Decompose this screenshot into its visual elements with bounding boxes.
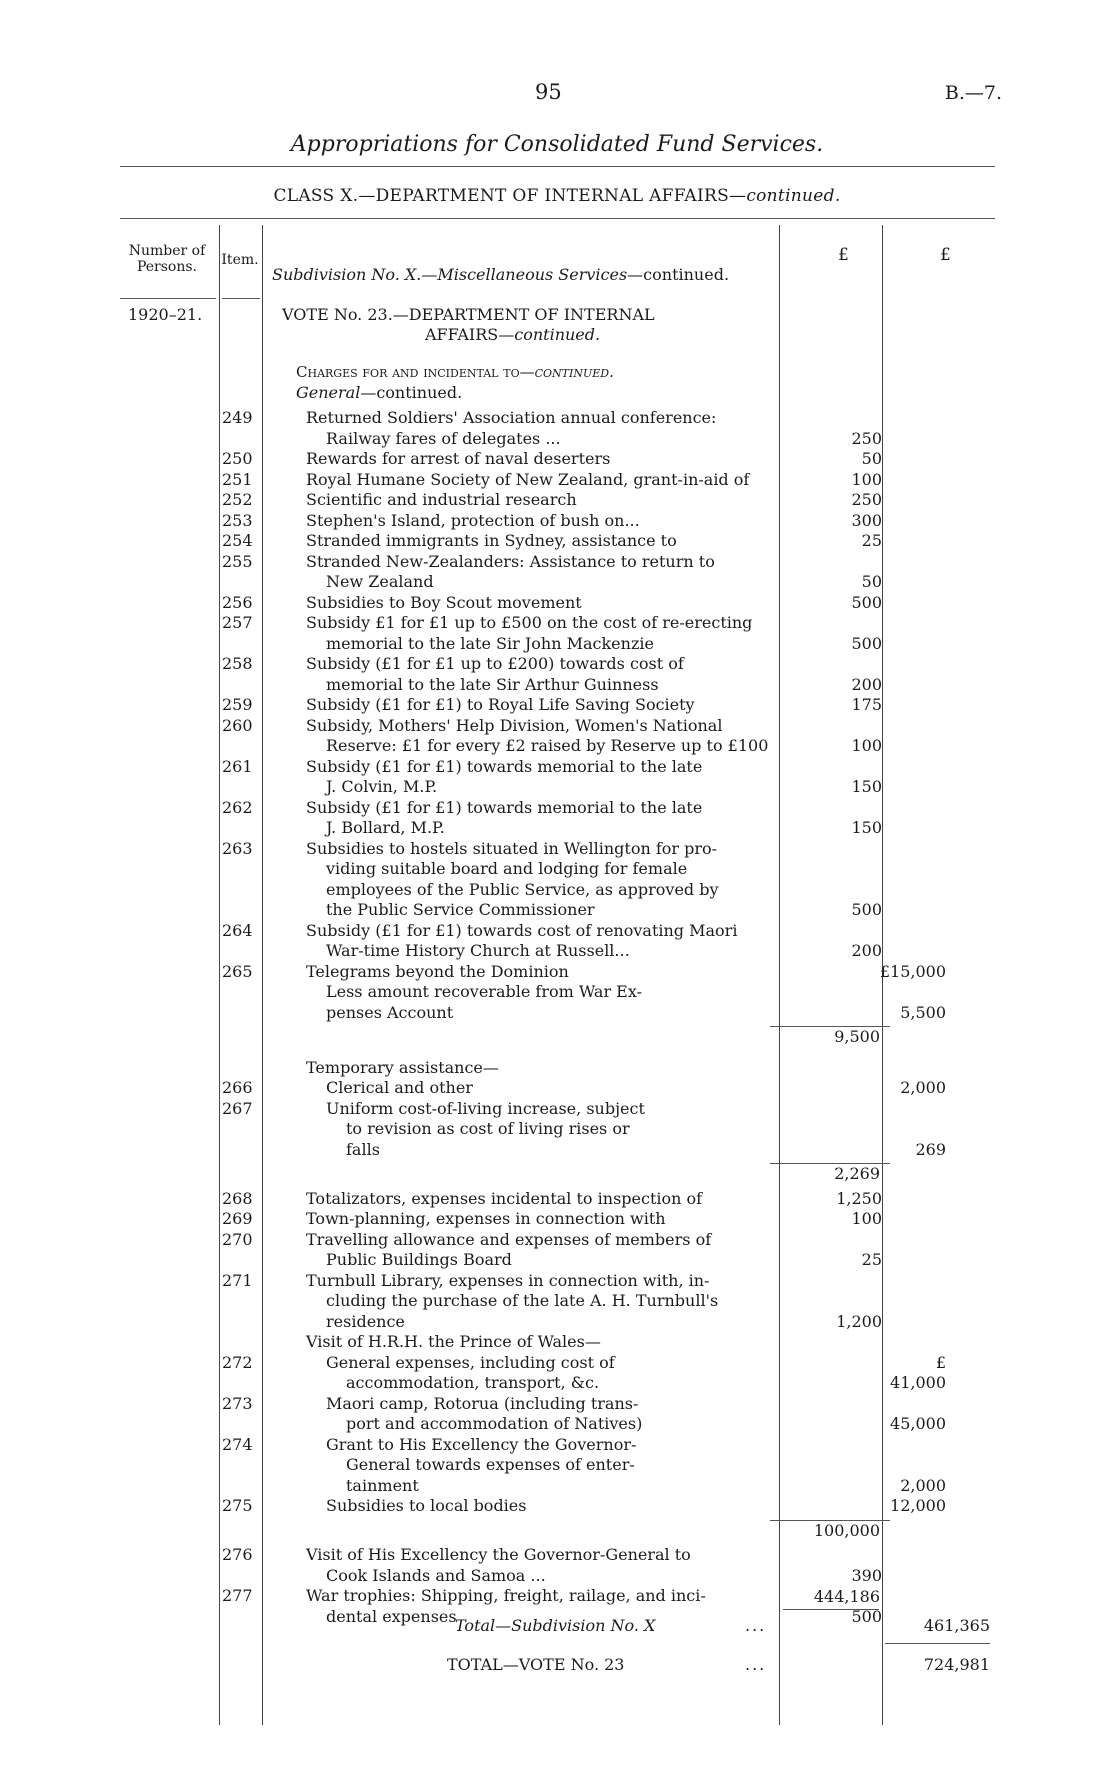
item-text: Temporary assistance— bbox=[306, 1057, 499, 1077]
item-line bbox=[222, 716, 1114, 736]
item-amount: 200 bbox=[851, 674, 882, 694]
page-number: 95 bbox=[535, 80, 562, 104]
item-text: Uniform cost-of-living increase, subject bbox=[326, 1098, 645, 1118]
item-text: War trophies: Shipping, freight, railage, and inci- bbox=[306, 1586, 706, 1605]
item-number: 263 bbox=[222, 838, 253, 858]
item-amount: 1,200 bbox=[836, 1311, 882, 1331]
item-text: Subsidies to hostels situated in Wellington for pro- bbox=[306, 838, 718, 858]
item-number: 258 bbox=[222, 654, 253, 673]
subdivision-total-label: Total—Subdivision No. X bbox=[455, 1616, 656, 1635]
item-number: 275 bbox=[222, 1496, 253, 1515]
item-number: 271 bbox=[222, 1270, 253, 1290]
item-line bbox=[222, 1312, 1114, 1332]
item-number: 272 bbox=[222, 1352, 253, 1372]
header-item: Item. bbox=[221, 252, 259, 268]
item-line bbox=[222, 1455, 1114, 1475]
sub-amount: 45,000 bbox=[890, 1414, 946, 1433]
item-amount: 50 bbox=[861, 572, 882, 591]
vote-heading-line1: VOTE No. 23.—DEPARTMENT OF INTERNAL bbox=[282, 305, 655, 324]
item-text: falls bbox=[346, 1139, 380, 1159]
item-line bbox=[222, 1230, 1114, 1250]
item-line bbox=[222, 552, 1114, 572]
item-text: Subsidies to local bodies bbox=[326, 1496, 527, 1515]
item-amount: 1,250 bbox=[836, 1188, 882, 1208]
item-number: 274 bbox=[222, 1434, 253, 1454]
item-text: Telegrams beyond the Dominion bbox=[306, 961, 569, 981]
item-line bbox=[222, 1586, 1114, 1606]
item-number: 277 bbox=[222, 1586, 253, 1605]
item-text: Scientific and industrial research bbox=[306, 490, 577, 509]
item-text: Grant to His Excellency the Governor- bbox=[326, 1434, 637, 1454]
column-rule-item-left bbox=[219, 225, 220, 1725]
sub-amount: £ bbox=[935, 1352, 946, 1372]
item-text: J. Colvin, M.P. bbox=[326, 777, 438, 796]
item-number: 260 bbox=[222, 715, 253, 735]
page-title: Appropriations for Consolidated Fund Services. bbox=[290, 132, 824, 157]
subdivision-total-dots: ... bbox=[745, 1616, 767, 1635]
item-text: dental expenses bbox=[326, 1606, 457, 1626]
subtotal-amount: 2,269 bbox=[834, 1164, 880, 1183]
item-text: Maori camp, Rotorua (including trans- bbox=[326, 1393, 639, 1413]
item-line bbox=[222, 798, 1114, 818]
item-number: 250 bbox=[222, 449, 253, 468]
sub-amount: 2,000 bbox=[900, 1078, 946, 1097]
item-text: Subsidy (£1 for £1) to Royal Life Saving Society bbox=[306, 695, 695, 714]
item-line bbox=[222, 593, 1114, 613]
item-amount: 200 bbox=[851, 941, 882, 960]
item-line bbox=[222, 1435, 1114, 1455]
header-rule-persons bbox=[120, 298, 216, 299]
item-line bbox=[222, 921, 1114, 941]
item-line bbox=[222, 1003, 1114, 1023]
item-amount: 25 bbox=[861, 1250, 882, 1269]
item-line bbox=[222, 818, 1114, 838]
item-number: 251 bbox=[222, 469, 253, 489]
item-amount: 500 bbox=[851, 592, 882, 612]
item-number: 252 bbox=[222, 490, 253, 509]
item-text: Returned Soldiers' Association annual conference: bbox=[306, 408, 717, 427]
sub-amount: 41,000 bbox=[890, 1373, 946, 1392]
item-line bbox=[222, 490, 1114, 510]
item-line bbox=[222, 1476, 1114, 1496]
charges-heading: Charges for and incidental to—continued. bbox=[296, 363, 614, 381]
subtotal-amount: 9,500 bbox=[834, 1027, 880, 1046]
item-text: Rewards for arrest of naval deserters bbox=[306, 449, 611, 468]
item-text: Subsidy (£1 for £1) towards memorial to the late bbox=[306, 797, 703, 817]
subdivision-total-value: 461,365 bbox=[923, 1616, 990, 1635]
vote-total-dots: ... bbox=[745, 1655, 767, 1674]
header-number-of-persons: Number of Persons. bbox=[128, 243, 206, 275]
item-text: Royal Humane Society of New Zealand, grant-in-aid of bbox=[306, 469, 750, 489]
item-text: Totalizators, expenses incidental to inspection of bbox=[306, 1188, 703, 1208]
year-label: 1920–21. bbox=[128, 305, 203, 324]
item-line bbox=[222, 962, 1114, 982]
item-line bbox=[222, 531, 1114, 551]
item-text: memorial to the late Sir John Mackenzie bbox=[326, 633, 654, 653]
item-text: memorial to the late Sir Arthur Guinness bbox=[326, 674, 659, 694]
item-number: 257 bbox=[222, 613, 253, 632]
item-text: penses Account bbox=[326, 1002, 454, 1022]
item-line bbox=[222, 1140, 1114, 1160]
item-line bbox=[222, 777, 1114, 797]
item-amount: 150 bbox=[851, 777, 882, 796]
item-line bbox=[222, 1414, 1114, 1434]
item-line bbox=[222, 1250, 1114, 1270]
item-text: accommodation, transport, &c. bbox=[346, 1373, 600, 1392]
header-rule-item bbox=[222, 298, 260, 299]
item-line bbox=[222, 900, 1114, 920]
item-number: 266 bbox=[222, 1078, 253, 1097]
item-text: Turnbull Library, expenses in connection with, in- bbox=[306, 1270, 710, 1290]
item-line bbox=[222, 1078, 1114, 1098]
item-amount: 300 bbox=[851, 510, 882, 530]
subtotal-amount: 100,000 bbox=[813, 1520, 880, 1540]
item-number: 253 bbox=[222, 510, 253, 530]
item-amount: 100 bbox=[851, 736, 882, 755]
column-sum-rule bbox=[783, 1609, 879, 1610]
item-number: 254 bbox=[222, 531, 253, 550]
sub-amount: 5,500 bbox=[900, 1002, 946, 1022]
item-number: 273 bbox=[222, 1393, 253, 1413]
item-text: General towards expenses of enter- bbox=[346, 1455, 635, 1474]
item-number: 259 bbox=[222, 695, 253, 714]
item-line bbox=[222, 695, 1114, 715]
item-text: War-time History Church at Russell... bbox=[326, 941, 630, 960]
item-text: Stranded immigrants in Sydney, assistance to bbox=[306, 531, 677, 550]
item-line bbox=[222, 1566, 1114, 1586]
item-line bbox=[222, 408, 1114, 428]
item-line bbox=[222, 654, 1114, 674]
item-text: Visit of H.R.H. the Prince of Wales— bbox=[306, 1332, 601, 1351]
item-text: viding suitable board and lodging for female bbox=[326, 859, 688, 878]
item-line bbox=[222, 859, 1114, 879]
item-line bbox=[222, 1099, 1114, 1119]
item-line bbox=[222, 941, 1114, 961]
item-text: Clerical and other bbox=[326, 1078, 473, 1097]
item-text: Less amount recoverable from War Ex- bbox=[326, 982, 643, 1001]
vote-total-label: TOTAL—VOTE No. 23 bbox=[447, 1655, 625, 1674]
item-text: Railway fares of delegates ... bbox=[326, 428, 561, 448]
item-number: 262 bbox=[222, 797, 253, 817]
sub-amount: 269 bbox=[915, 1139, 946, 1159]
item-text: New Zealand bbox=[326, 572, 434, 591]
general-heading: General—continued. bbox=[296, 383, 463, 402]
item-line bbox=[222, 736, 1114, 756]
item-number: 261 bbox=[222, 756, 253, 776]
item-text: Subsidy £1 for £1 up to £500 on the cost of re-erecting bbox=[306, 613, 753, 632]
item-text: General expenses, including cost of bbox=[326, 1352, 615, 1372]
item-amount: 500 bbox=[851, 1606, 882, 1626]
item-amount: 390 bbox=[851, 1565, 882, 1585]
sub-amount: £15,000 bbox=[879, 961, 946, 981]
item-number: 276 bbox=[222, 1545, 253, 1564]
subdivision-heading: Subdivision No. X.—Miscellaneous Services—continued. bbox=[272, 265, 730, 284]
item-number: 269 bbox=[222, 1209, 253, 1228]
header-pound-2: £ bbox=[940, 245, 951, 265]
item-line bbox=[222, 572, 1114, 592]
vote-total-value: 724,981 bbox=[923, 1655, 990, 1674]
item-line bbox=[222, 1373, 1114, 1393]
item-line bbox=[222, 1209, 1114, 1229]
item-text: employees of the Public Service, as approved by bbox=[326, 879, 719, 899]
item-line bbox=[222, 613, 1114, 633]
table-top-rule bbox=[120, 218, 995, 219]
item-text: Subsidies to Boy Scout movement bbox=[306, 592, 582, 612]
item-number: 268 bbox=[222, 1188, 253, 1208]
item-amount: 500 bbox=[851, 900, 882, 919]
item-text: Subsidy (£1 for £1) towards memorial to the late bbox=[306, 756, 703, 776]
item-text: port and accommodation of Natives) bbox=[346, 1414, 643, 1433]
sub-amount: 2,000 bbox=[900, 1475, 946, 1495]
item-amount: 250 bbox=[851, 490, 882, 509]
item-line bbox=[222, 1119, 1114, 1139]
item-text: the Public Service Commissioner bbox=[326, 900, 595, 919]
item-amount: 175 bbox=[851, 695, 882, 714]
item-text: J. Bollard, M.P. bbox=[326, 818, 445, 837]
vote-heading-line2: AFFAIRS—continued. bbox=[425, 325, 601, 344]
item-line bbox=[222, 1496, 1114, 1516]
item-text: cluding the purchase of the late A. H. Turnbull's bbox=[326, 1291, 719, 1310]
item-number: 270 bbox=[222, 1229, 253, 1249]
class-heading: CLASS X.—DEPARTMENT OF INTERNAL AFFAIRS—continued. bbox=[273, 186, 841, 206]
item-line bbox=[222, 1353, 1114, 1373]
item-text: to revision as cost of living rises or bbox=[346, 1119, 630, 1138]
item-line bbox=[222, 449, 1114, 469]
title-rule bbox=[120, 166, 995, 167]
item-number: 249 bbox=[222, 408, 253, 427]
item-amount: 500 bbox=[851, 633, 882, 653]
item-line bbox=[222, 1189, 1114, 1209]
item-amount: 250 bbox=[851, 428, 882, 448]
item-line bbox=[222, 511, 1114, 531]
item-text: Public Buildings Board bbox=[326, 1250, 512, 1269]
item-line bbox=[222, 1291, 1114, 1311]
item-text: Stranded New-Zealanders: Assistance to return to bbox=[306, 551, 715, 571]
header-pound-1: £ bbox=[838, 245, 849, 265]
item-number: 264 bbox=[222, 920, 253, 940]
item-text: Town-planning, expenses in connection with bbox=[306, 1209, 666, 1228]
item-number: 255 bbox=[222, 551, 253, 571]
item-line bbox=[222, 982, 1114, 1002]
item-text: Visit of His Excellency the Governor-General to bbox=[306, 1545, 691, 1564]
item-amount: 50 bbox=[861, 449, 882, 468]
sub-amount: 12,000 bbox=[890, 1496, 946, 1515]
item-line bbox=[222, 1058, 1114, 1078]
vote-total-rule bbox=[885, 1643, 990, 1644]
item-line bbox=[222, 839, 1114, 859]
item-number: 265 bbox=[222, 961, 253, 981]
item-text: Cook Islands and Samoa ... bbox=[326, 1565, 546, 1585]
item-line bbox=[222, 1332, 1114, 1352]
item-line bbox=[222, 1271, 1114, 1291]
item-line bbox=[222, 880, 1114, 900]
item-line bbox=[222, 675, 1114, 695]
item-text: Subsidy (£1 for £1) towards cost of renovating Maori bbox=[306, 920, 738, 940]
item-amount: 25 bbox=[861, 531, 882, 550]
item-line bbox=[222, 470, 1114, 490]
item-line bbox=[222, 1394, 1114, 1414]
item-amount: 100 bbox=[851, 469, 882, 489]
item-line bbox=[222, 429, 1114, 449]
item-amount: 150 bbox=[851, 818, 882, 837]
item-text: residence bbox=[326, 1311, 405, 1331]
item-line bbox=[222, 757, 1114, 777]
item-line bbox=[222, 634, 1114, 654]
column-sum: 444,186 bbox=[813, 1587, 880, 1606]
item-number: 256 bbox=[222, 592, 253, 612]
item-text: Subsidy, Mothers' Help Division, Women's National bbox=[306, 715, 723, 735]
item-text: Subsidy (£1 for £1 up to £200) towards cost of bbox=[306, 654, 684, 673]
item-line bbox=[222, 1545, 1114, 1565]
item-text: tainment bbox=[346, 1475, 419, 1495]
item-text: Travelling allowance and expenses of members of bbox=[306, 1229, 712, 1249]
item-text: Stephen's Island, protection of bush on... bbox=[306, 510, 640, 530]
item-amount: 100 bbox=[851, 1209, 882, 1228]
item-text: Reserve: £1 for every £2 raised by Reserve up to £100 bbox=[326, 736, 769, 755]
item-number: 267 bbox=[222, 1098, 253, 1118]
document-reference: B.—7. bbox=[944, 82, 1002, 104]
